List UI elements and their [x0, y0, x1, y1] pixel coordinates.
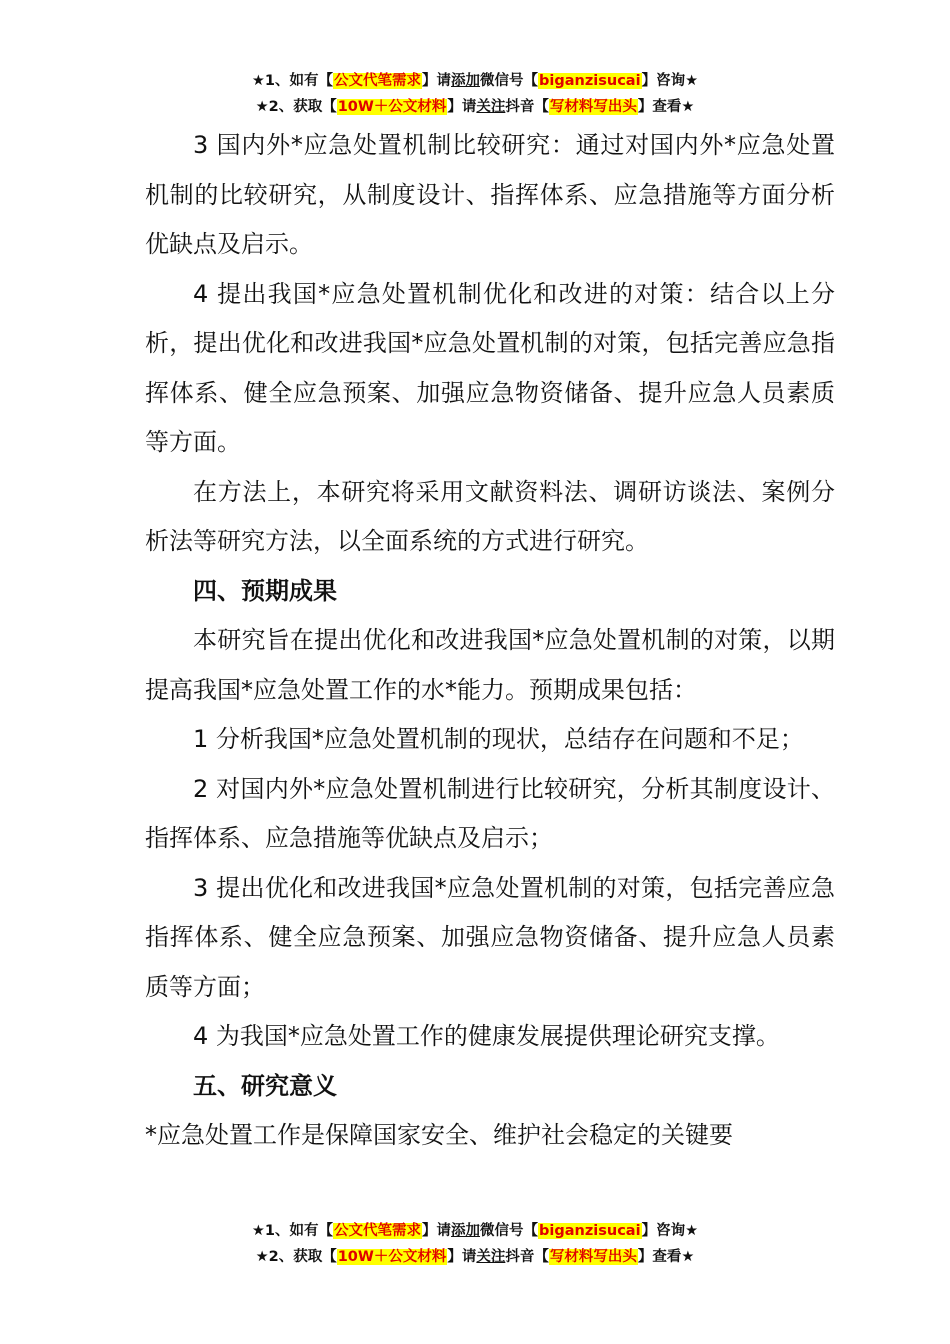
paragraph-methods: 在方法上，本研究将采用文献资料法、调研访谈法、案例分析法等研究方法，以全面系统的方式进行研究。: [145, 477, 835, 555]
banner-line-1: [0, 1218, 950, 1244]
section-heading-significance: 五、研究意义: [193, 1071, 337, 1100]
banner-text: 】请: [447, 1249, 477, 1265]
list-item-result-3: 3 提出优化和改进我国*应急处置机制的对策，包括完善应急指挥体系、健全应急预案、加强应急物资储备、提升应急人员素质等方面；: [145, 873, 835, 1001]
highlight-wechat-id: biganzisucai: [539, 1223, 641, 1239]
highlight-douyin-account: 写材料写出头: [549, 99, 637, 115]
banner-text: 】咨询★: [641, 1223, 699, 1239]
list-item-result-1: 1 分析我国*应急处置机制的现状，总结存在问题和不足；: [193, 725, 804, 753]
footer-banner: [0, 1218, 950, 1270]
banner-text: ★2、获取【: [255, 99, 337, 115]
section-heading-expected-results: 四、预期成果: [193, 576, 337, 605]
banner-text: 微信号【: [480, 73, 539, 89]
banner-text: 】请: [422, 73, 452, 89]
highlight-service: 公文代笔需求: [334, 73, 422, 89]
banner-text: 】请: [447, 99, 477, 115]
highlight-douyin-account: 写材料写出头: [549, 1249, 637, 1265]
underlined-text: 添加: [451, 1223, 481, 1239]
banner-line-1: [0, 68, 950, 94]
banner-text: ★1、如有【: [251, 73, 334, 89]
paragraph-expected-intro: 本研究旨在提出优化和改进我国*应急处置机制的对策，以期提高我国*应急处置工作的水*能力。预期成果包括：: [145, 626, 835, 704]
banner-text: 微信号【: [480, 1223, 539, 1239]
paragraph-comparison-study: 3 国内外*应急处置机制比较研究：通过对国内外*应急处置机制的比较研究，从制度设计、指挥体系、应急措施等方面分析优缺点及启示。: [145, 131, 835, 258]
paragraph-countermeasures: 4 提出我国*应急处置机制优化和改进的对策：结合以上分析，提出优化和改进我国*应急处置机制的对策，包括完善应急指挥体系、健全应急预案、加强应急物资储备、提升应急人员素质等方面。: [145, 279, 835, 456]
header-banner: [0, 68, 950, 120]
banner-text: ★2、获取【: [255, 1249, 337, 1265]
banner-text: 抖音【: [505, 99, 549, 115]
banner-line-2: [0, 1244, 950, 1270]
highlight-service: 公文代笔需求: [334, 1223, 422, 1239]
document-body: [145, 121, 835, 1161]
highlight-wechat-id: biganzisucai: [539, 73, 641, 89]
list-item-result-4: 4 为我国*应急处置工作的健康发展提供理论研究支撑。: [193, 1022, 780, 1050]
banner-text: 】请: [422, 1223, 452, 1239]
banner-text: 抖音【: [505, 1249, 549, 1265]
paragraph-significance: *应急处置工作是保障国家安全、维护社会稳定的关键要: [145, 1121, 733, 1149]
banner-line-2: [0, 94, 950, 120]
underlined-text: 关注: [476, 1249, 506, 1265]
underlined-text: 关注: [476, 99, 506, 115]
banner-text: ★1、如有【: [251, 1223, 334, 1239]
banner-text: 】咨询★: [641, 73, 699, 89]
highlight-materials: 10W＋公文材料: [337, 1249, 447, 1265]
banner-text: 】查看★: [637, 99, 695, 115]
highlight-materials: 10W＋公文材料: [337, 99, 447, 115]
underlined-text: 添加: [451, 73, 481, 89]
list-item-result-2: 2 对国内外*应急处置机制进行比较研究，分析其制度设计、指挥体系、应急措施等优缺点及启示；: [145, 774, 835, 852]
banner-text: 】查看★: [637, 1249, 695, 1265]
